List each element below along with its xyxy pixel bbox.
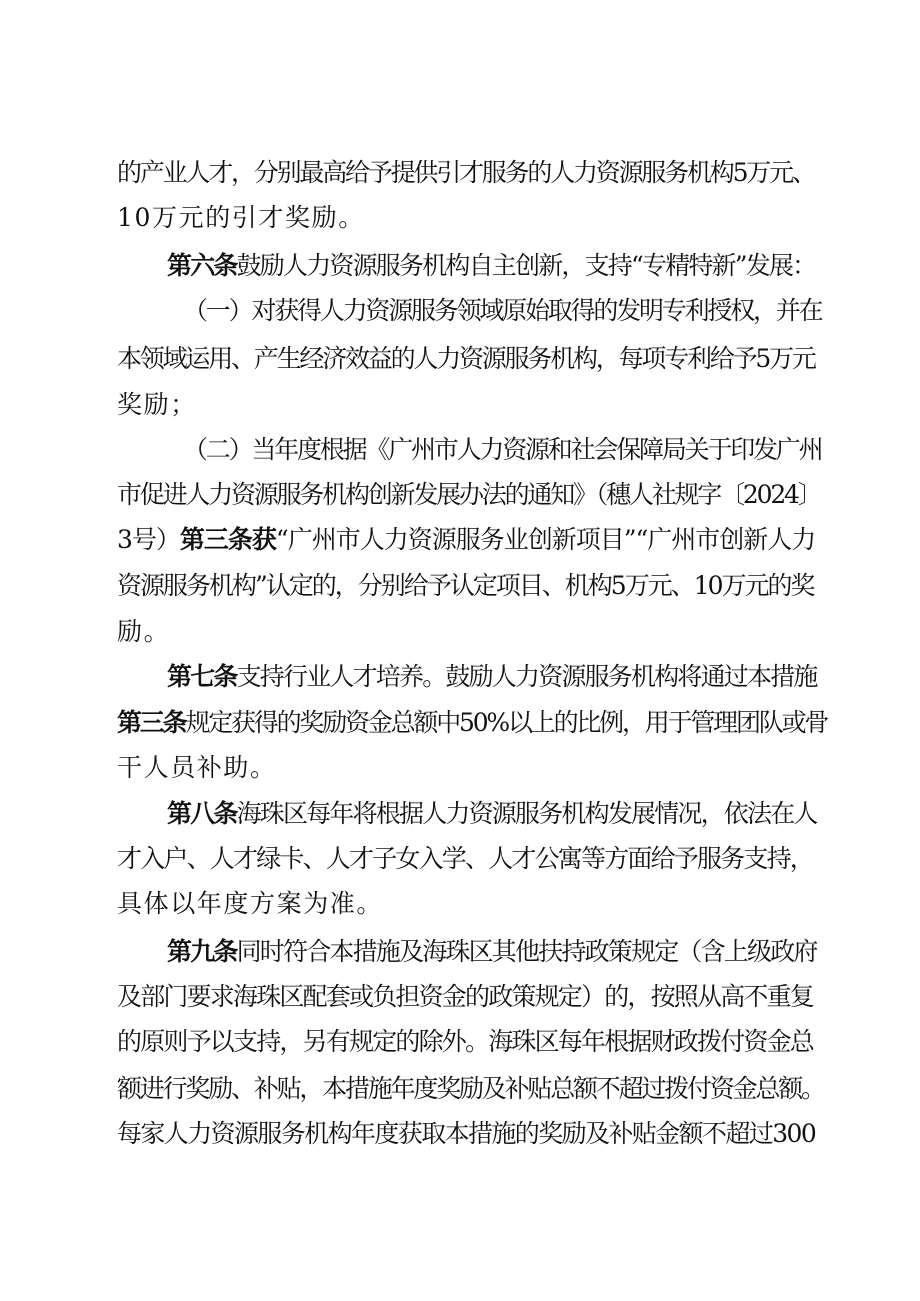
text-line: [117, 751, 817, 785]
text-segment: 10万元的引才奖励。: [117, 203, 365, 232]
text-segment: 干人员补助。: [117, 753, 277, 782]
text-line: [183, 433, 822, 467]
text-segment: 的原则予以支持，另有规定的除外。海珠区每年根据财政拨付资金总: [117, 1027, 814, 1056]
text-line: [117, 342, 817, 376]
text-segment: 资源服务机构”认定的，分别给予认定项目、机构5万元、10万元的奖: [117, 571, 814, 600]
text-line: [117, 887, 817, 921]
text-segment: 才入户、人才绿卡、人才子女入学、人才公寓等方面给予服务支持，: [117, 844, 814, 873]
text-segment: （二）当年度根据《广州市人力资源和社会保障局关于印发广州: [183, 435, 822, 464]
article-6-line: [167, 249, 817, 283]
text-segment: 及部门要求海珠区配套或负担资金的政策规定）的，按照从高不重复: [117, 982, 814, 1011]
text-segment: 的产业人才，分别最高给予提供引才服务的人力资源服务机构5万元、: [117, 158, 815, 187]
article-heading: 第八条: [167, 799, 237, 828]
article-reference: 第三条: [117, 708, 186, 737]
text-segment: （一）对获得人力资源服务领域原始取得的发明专利授权，并在: [183, 296, 822, 325]
text-segment: 奖励；: [117, 390, 197, 419]
text-line: [117, 569, 817, 603]
text-line: [117, 388, 817, 422]
article-heading: 第九条: [167, 937, 237, 966]
article-heading: 第六条: [167, 251, 237, 280]
text-line: [117, 156, 817, 190]
text-segment: 支持行业人才培养。鼓励人力资源服务机构将通过本措施: [236, 662, 817, 691]
text-segment: 具体以年度方案为准。: [117, 889, 384, 918]
text-line: [117, 1072, 824, 1106]
text-line: [117, 201, 817, 235]
text-line: [183, 294, 822, 328]
text-line: [117, 523, 817, 557]
text-segment: 市促进人力资源服务机构创新发展办法的通知》（穗人社规字〔2024〕: [117, 480, 821, 509]
text-segment: 鼓励人力资源服务机构自主创新，支持“专精特新”发展：: [236, 251, 816, 280]
article-9-line: [167, 935, 817, 969]
text-line: [117, 478, 821, 512]
article-heading: 第七条: [167, 662, 237, 691]
text-segment: 每家人力资源服务机构年度获取本措施的奖励及补贴金额不超过300: [117, 1119, 816, 1148]
text-line: [117, 1025, 817, 1059]
text-line: [117, 706, 828, 740]
article-reference: 第三条获: [179, 525, 276, 554]
text-segment: 海珠区每年将根据人力资源服务机构发展情况，依法在人: [236, 799, 817, 828]
text-segment: 同时符合本措施及海珠区其他扶持政策规定（含上级政府: [236, 937, 817, 966]
text-segment: 励。: [117, 617, 171, 646]
text-line: [117, 615, 817, 649]
text-segment: 3号）: [117, 525, 180, 554]
text-segment: 本领域运用、产生经济效益的人力资源服务机构，每项专利给予5万元: [117, 344, 815, 373]
text-line: [117, 980, 817, 1014]
text-line: [117, 842, 817, 876]
text-line: [117, 1117, 817, 1151]
text-segment: 规定获得的奖励资金总额中50%以上的比例，用于管理团队或骨: [185, 708, 828, 737]
text-segment: 额进行奖励、补贴，本措施年度奖励及补贴总额不超过拨付资金总额。: [117, 1074, 824, 1103]
text-segment: “广州市人力资源服务业创新项目”“广州市创新人力: [275, 525, 816, 554]
article-8-line: [167, 797, 817, 831]
article-7-line: [167, 660, 817, 694]
